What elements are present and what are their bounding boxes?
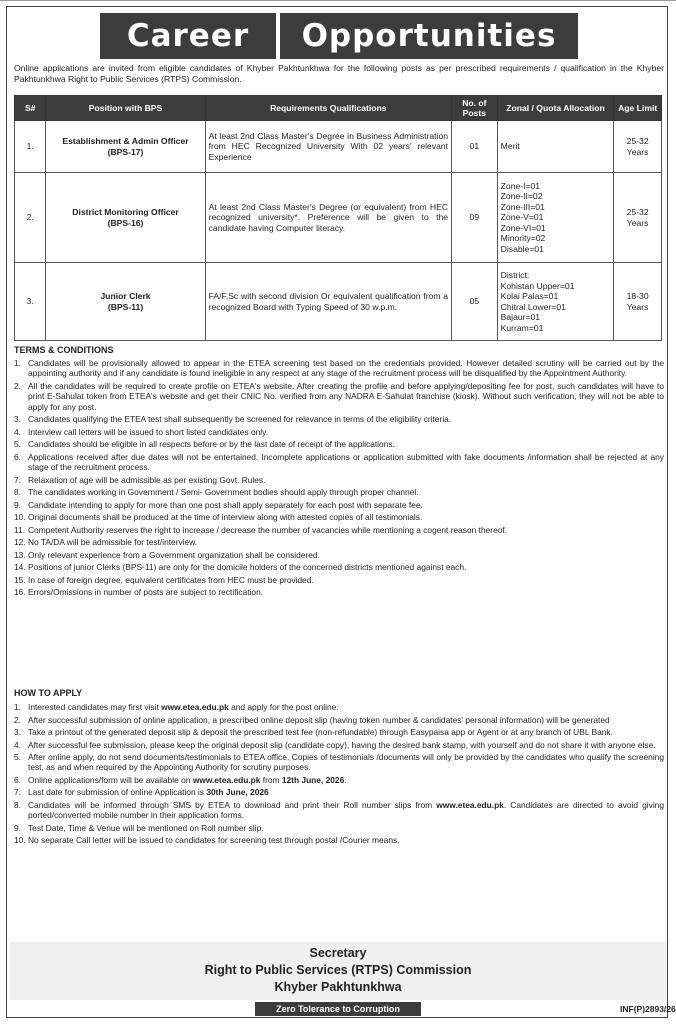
zone-line: Kohistan Upper=01 — [500, 280, 575, 291]
row-zones — [497, 121, 614, 173]
row-requirements: At least 2nd Class Master's Degree (or equivalent) from HEC recognized university*. Preference will be given to the candidate having Computer literacy. — [205, 173, 451, 263]
list-item: 16. Errors/Omissions in number of posts are subject to rectification. — [14, 587, 264, 598]
zone-line: Minority=02 — [500, 233, 546, 244]
position-title: District Monitoring Officer — [72, 207, 179, 217]
reference-number: INF(P)2893/26 — [620, 1004, 676, 1014]
list-item: 10. Original documents shall be produced at the time of interview along with attested copies of all testimonials. — [14, 512, 423, 523]
zone-line: Kurram=01 — [500, 322, 544, 333]
website-link[interactable]: www.etea.edu.pk — [161, 702, 229, 712]
row-age: 18-30 Years — [614, 263, 662, 341]
col-header-zonal: Zonal / Quota Allocation — [497, 96, 614, 121]
zone-line: Zone-V=01 — [500, 212, 544, 223]
title-word-opportunities: Opportunities — [280, 13, 578, 59]
website-link[interactable]: www.etea.edu.pk — [436, 799, 504, 810]
list-item: 1. Candidates will be provisionally allowed to appear in the ETEA screening test based on the credentials provided. However detailed scrutiny will be carried out by the appointing authority and if any candidate is found ineligible in any respect at any stage of the recruitment process will be disqualified by the Appointment Authority. — [14, 358, 664, 379]
list-item: 4. After successful fee submission, please keep the original deposit slip (candidate copy), having the desired bank stamp, with yourself and do not share it with anyone else. — [14, 739, 656, 750]
list-item: 9. Test Date, Time & Venue will be mentioned on Roll number slip. — [14, 822, 264, 833]
list-item: 11. Competent Authority reserves the right to increase / decrease the number of vacancies while mentioning a cogent reason thereof. — [14, 524, 508, 535]
col-header-posts: No. of Posts — [452, 96, 498, 121]
col-header-age: Age Limit — [614, 96, 662, 121]
zone-line: Bajaur=01 — [500, 312, 541, 322]
zone-line: Chitral Lower=01 — [500, 301, 566, 312]
list-item: 6. Online applications/form will be available on www.etea.edu.pk from 12th June, 2026. — [14, 774, 347, 785]
footer-province: Khyber Pakhtunkhwa — [274, 980, 402, 994]
list-item: 3. Take a printout of the generated deposit slip & deposit the prescribed test fee (non-refundable) through Easypaisa app or Agent or at any branch of UBL Bank. — [14, 727, 613, 737]
row-posts: 09 — [452, 173, 498, 263]
row-sn: 3. — [15, 263, 46, 341]
footer-commission: Right to Public Services (RTPS) Commission — [204, 963, 472, 977]
list-item: 7. Last date for submission of online Application is 30th June, 2026 — [14, 787, 269, 798]
list-item: 14. Positions of junior Clerks (BPS-11) are only for the domicile holders of the concerned districts mentioned against each. — [14, 562, 467, 573]
col-header-sn: S# — [15, 96, 46, 121]
position-bps: (BPS-17) — [107, 146, 144, 157]
zone-line: District: — [500, 270, 530, 280]
page-title — [100, 13, 578, 59]
list-item: 8. Candidates will be informed through SMS by ETEA to download and print their Roll number slips from www.etea.edu.pk. Candidates are directed to avoid giving ported/converted mobile number in their application forms. — [14, 799, 664, 821]
list-item: 7. Relaxation of age will be admissible as per existing Govt. Rules. — [14, 474, 266, 485]
table-row — [15, 263, 662, 341]
row-age: 25-32 Years — [614, 173, 662, 263]
apply-heading: HOW TO APPLY — [14, 688, 83, 698]
list-item: 3. Candidates qualifying the ETEA test shall subsequently be screened for relevance in terms of the eligibility criteria. — [14, 414, 452, 425]
zone-line: Zone-III=01 — [500, 201, 545, 212]
list-item: 2. After successful submission of online application, a prescribed online deposit slip (having token number & candidates' personal information) will be generated — [14, 714, 610, 725]
list-item: 5. Candidates should be eligible in all respects before or by the last date of receipt of the applications. — [14, 439, 395, 450]
list-item: 8. The candidates working in Government / Semi- Government bodies should apply through proper channel. — [14, 487, 419, 498]
row-requirements: FA/F.Sc with second division Or equivalent qualification from a recognized Board with Typing Speed of 30 w.p.m. — [205, 263, 451, 341]
row-position — [46, 121, 205, 173]
list-item: 9. Candidate intending to apply for more than one post shall apply separately for each post with separate fee. — [14, 499, 423, 510]
intro-paragraph: Online applications are invited from eligible candidates of Khyber Pakhtunkhwa for the following posts as per prescribed requirements / qualification in the Khyber Pakhtunkhwa Right to Public Services (RTPS) Commission. — [14, 63, 664, 84]
list-item: 12. No TA/DA will be admissible for test/interview. — [14, 537, 198, 548]
top-rule — [0, 0, 676, 4]
title-word-career: Career — [100, 13, 276, 59]
last-date: 30th June, 2026 — [206, 787, 269, 798]
list-item: 6. Applications received after due dates will not be entertained. Incomplete applications or application submitted with fake documents /information shall be rejected at any stage of the recruitment process. — [14, 451, 664, 473]
zone-line: Zone-VI=01 — [500, 222, 546, 233]
table-row — [15, 173, 662, 263]
zone-line: Disable=01 — [500, 243, 544, 254]
col-header-position: Position with BPS — [46, 96, 205, 121]
terms-heading: TERMS & CONDITIONS — [14, 345, 114, 355]
list-item: 1. Interested candidates may first visit www.etea.edu.pk and apply for the post online. — [14, 702, 339, 712]
apply-list — [14, 702, 664, 848]
col-header-requirements: Requirements Qualifications — [205, 96, 451, 121]
zone-line: Merit — [500, 141, 520, 152]
table-header-row — [15, 96, 662, 121]
position-bps: (BPS-11) — [107, 301, 144, 312]
tagline-badge: Zero Tolerance to Corruption — [255, 1002, 421, 1016]
row-position — [46, 173, 205, 263]
list-item: 2. All the candidates will be required to create profile on ETEA's website. After creating the profile and before applying/depositing fee for post, such candidates will have to print E-Sahulat token from ETEA's website and get their CNIC No. verified from any NADRA E-Sahulat franchise (kiosk). Without such verification, they will not be able to apply for any post. — [14, 380, 664, 412]
footer-secretary: Secretary — [309, 946, 367, 960]
row-age: 25-32 Years — [614, 121, 662, 173]
position-title: Establishment & Admin Officer — [62, 136, 189, 146]
list-item: 4. Interview call letters will be issued to short listed candidates only. — [14, 426, 269, 437]
row-sn: 2. — [15, 173, 46, 263]
row-posts: 05 — [452, 263, 498, 341]
row-sn: 1. — [15, 121, 46, 173]
row-zones — [497, 263, 614, 341]
zone-line: Zone-I=01 — [500, 180, 541, 191]
list-item: 13. Only relevant experience from a Government organization shall be considered. — [14, 549, 320, 560]
list-item: 15. In case of foreign degree, equivalent certificates from HEC must be provided. — [14, 574, 314, 585]
terms-list — [14, 358, 664, 600]
zone-line: Zone-II=02 — [500, 191, 543, 202]
position-title: Junior Clerk — [100, 291, 151, 301]
positions-table — [14, 95, 662, 341]
website-link[interactable]: www.etea.edu.pk — [192, 774, 261, 785]
row-posts: 01 — [452, 121, 498, 173]
list-item: 5. After online apply, do not send documents/testimonials to ETEA office. Copies of testimonials /documents will only be provided by the candidates who qualify the screening test, as and when required by the Appointing Authority for scrutiny purposes. — [14, 752, 664, 773]
start-date: 12th June, 2026 — [281, 774, 345, 785]
row-position — [46, 263, 205, 341]
row-requirements: At least 2nd Class Master's Degree in Business Administration from HEC Recognized University With 02 years' relevant Experience — [205, 121, 451, 173]
position-bps: (BPS-16) — [107, 217, 144, 228]
table-row — [15, 121, 662, 173]
row-zones — [497, 173, 614, 263]
zone-line: Kolai Palas=01 — [500, 291, 559, 301]
list-item: 10. No separate Call letter will be issued to candidates for screening test through postal /Courier means. — [14, 835, 400, 846]
